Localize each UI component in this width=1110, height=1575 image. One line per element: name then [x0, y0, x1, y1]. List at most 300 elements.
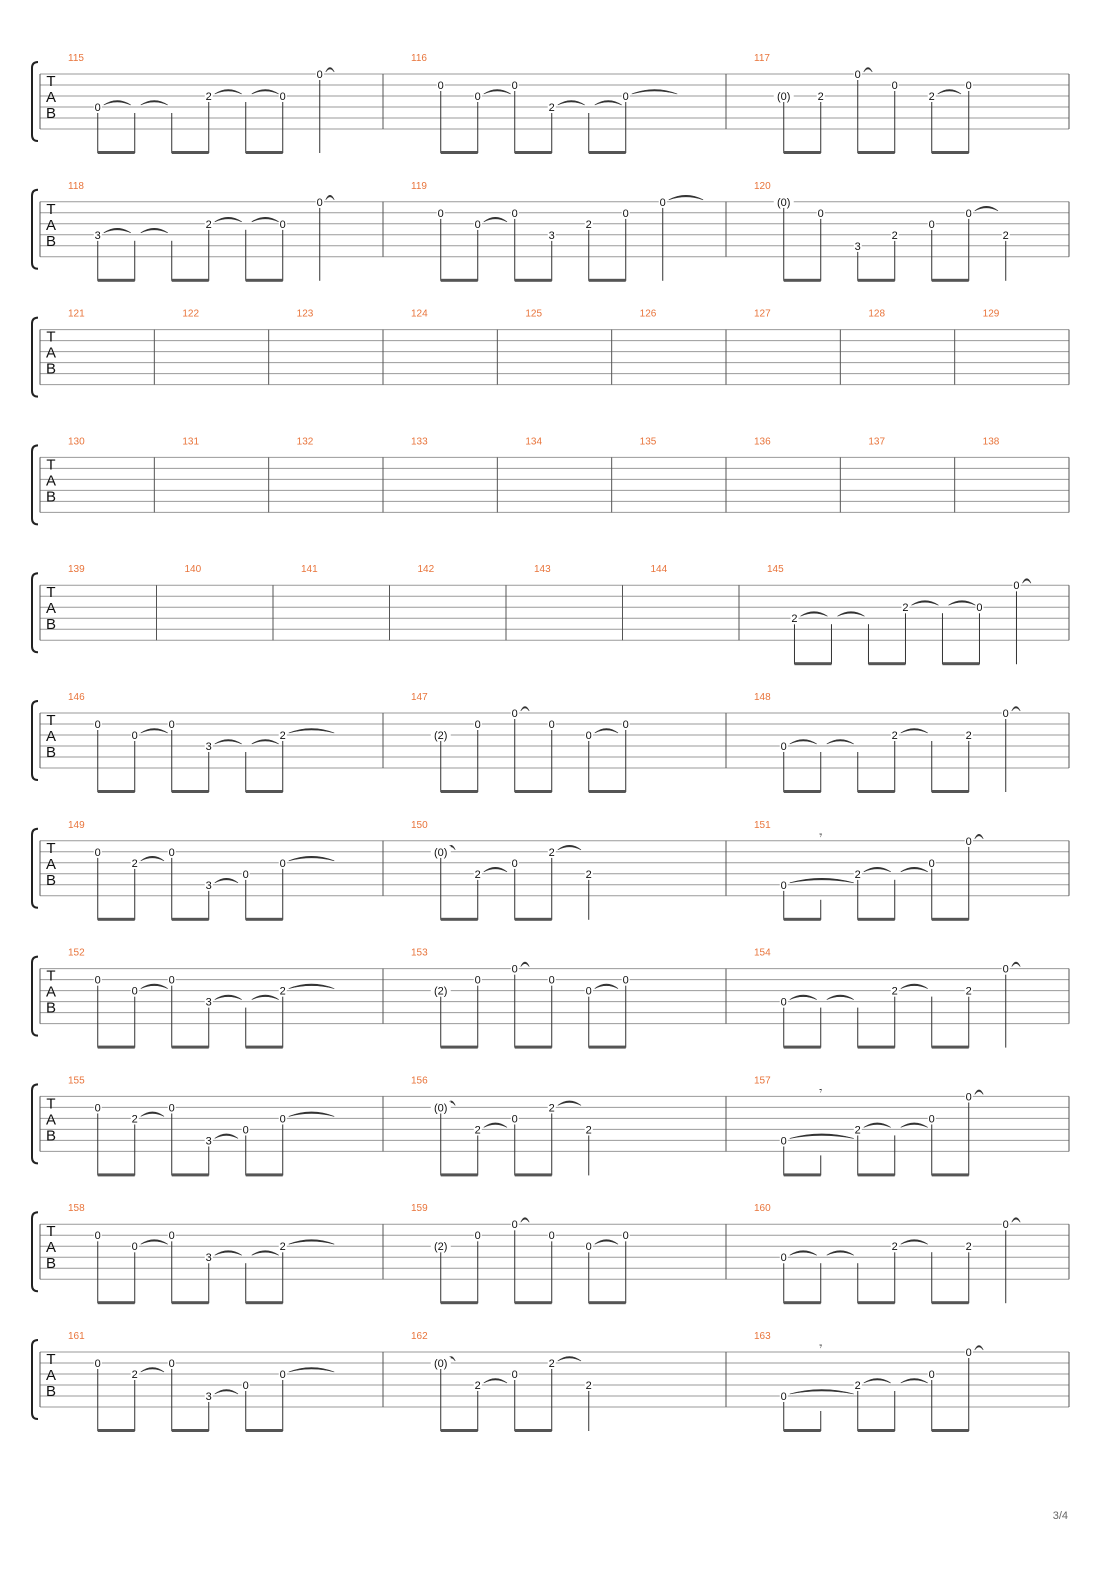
tie-arc [289, 856, 335, 861]
fret-number: 3 [205, 741, 212, 753]
fret-number: 0 [928, 218, 935, 231]
tie-arc [215, 1134, 238, 1139]
note-beam [246, 1301, 283, 1304]
fret-number: 2 [474, 868, 481, 881]
fret-number: 2 [279, 985, 286, 998]
fret-number: 3 [205, 1135, 212, 1148]
system-bracket [32, 957, 38, 1036]
measure-number: 121 [68, 308, 85, 320]
fret-number: 3 [94, 229, 101, 242]
note-beam [441, 151, 478, 154]
tab-clef-letter: A [45, 1239, 57, 1257]
tie-arc [558, 845, 581, 850]
tie-arc [104, 101, 131, 106]
tie-arc [790, 1390, 854, 1395]
fret-number: 2 [854, 1124, 861, 1137]
tab-clef-letter: B [45, 360, 57, 378]
fret-number: 0 [94, 1358, 101, 1370]
measure-number: 130 [68, 436, 85, 448]
note-beam [441, 790, 478, 793]
note-beam [589, 151, 626, 154]
measure-number: 125 [525, 308, 543, 320]
tie-arc [141, 101, 168, 106]
fret-number: 2 [279, 1241, 286, 1254]
measure-number: 135 [639, 436, 657, 448]
fret-number: 2 [585, 1124, 592, 1137]
fret-number: 0 [474, 218, 481, 231]
system-bracket [32, 701, 38, 780]
fret-number: 0 [511, 207, 518, 220]
system-bracket [32, 445, 38, 524]
measure-number: 158 [68, 1203, 85, 1215]
tie-arc [141, 1368, 164, 1373]
fret-number: 0 [928, 857, 935, 870]
note-beam [868, 662, 905, 665]
fret-number: 3 [854, 240, 861, 253]
note-beam [858, 1046, 895, 1049]
tie-arc [141, 856, 164, 861]
fret-number: 0 [474, 974, 481, 987]
fret-number: 2 [205, 218, 212, 231]
note-beam [784, 1173, 821, 1176]
note-beam [858, 151, 895, 154]
fret-number: (2) [434, 985, 448, 998]
fret-number: 2 [902, 602, 909, 615]
note-beam [246, 1173, 283, 1176]
measure-number: 136 [754, 436, 771, 448]
tab-clef-letter: B [45, 1127, 57, 1145]
fret-number: (0) [777, 196, 791, 209]
measure-number: 132 [296, 436, 314, 448]
note-beam [794, 662, 831, 665]
fret-number: (2) [434, 1241, 448, 1254]
note-beam [441, 279, 478, 282]
note-beam [98, 1301, 135, 1304]
fret-number: 0 [279, 91, 286, 103]
note-beam [784, 790, 821, 793]
fret-number: 0 [474, 1230, 481, 1243]
fret-number: 2 [548, 102, 555, 114]
fret-number: 0 [548, 1230, 555, 1243]
fret-number: (0) [434, 1102, 448, 1115]
fret-number: (0) [777, 91, 791, 103]
tie-arc [975, 206, 998, 211]
note-beam [858, 790, 895, 793]
fret-number: 2 [854, 1380, 861, 1392]
fret-number: 2 [548, 1102, 555, 1115]
note-beam [858, 1173, 895, 1176]
fret-number: 2 [205, 91, 212, 103]
tie-arc [141, 228, 168, 233]
measure-number: 134 [525, 436, 543, 448]
note-beam [589, 1046, 626, 1049]
tie-arc [289, 1368, 335, 1373]
measure-number: 161 [68, 1331, 85, 1342]
fret-number: 2 [474, 1380, 481, 1392]
fret-number: 2 [279, 730, 286, 742]
tab-clef-letter: B [45, 1383, 57, 1400]
tab-clef-letter: B [45, 232, 57, 250]
fret-number: 0 [622, 1230, 629, 1243]
measure-number: 129 [982, 308, 1000, 320]
measure-number: 160 [754, 1203, 771, 1215]
measure-number: 148 [754, 692, 771, 703]
tie-arc [827, 1251, 854, 1256]
fret-number: 0 [965, 80, 972, 92]
fret-number: 0 [279, 857, 286, 870]
note-beam [515, 1173, 552, 1176]
fret-number: 0 [585, 985, 592, 998]
tab-clef-letter: T [46, 1095, 56, 1113]
fret-number: 0 [131, 1241, 138, 1254]
fret-number: 0 [965, 1347, 972, 1359]
note-beam [858, 1301, 895, 1304]
fret-number: 2 [585, 218, 592, 231]
tie-arc [790, 1251, 817, 1256]
measure-number: 149 [68, 819, 85, 831]
tie-arc [521, 962, 530, 967]
fret-number: 0 [168, 1230, 175, 1243]
fret-number: 2 [131, 857, 138, 870]
note-beam [172, 1301, 209, 1304]
measure-number: 115 [68, 53, 84, 64]
fret-number: 0 [131, 985, 138, 998]
note-beam [246, 790, 283, 793]
note-beam [98, 279, 135, 282]
tab-clef-letter: B [45, 105, 57, 122]
fret-number: 0 [1002, 708, 1009, 720]
fret-number: 2 [131, 1113, 138, 1126]
tie-arc [901, 984, 928, 989]
note-beam [784, 1429, 821, 1432]
tab-clef-letter: B [45, 616, 57, 634]
tie-arc [215, 740, 242, 745]
fret-number: 0 [242, 1380, 249, 1392]
tie-arc [901, 1240, 928, 1245]
note-beam [932, 1173, 969, 1176]
measure-number: 127 [754, 308, 771, 320]
fret-number: 2 [854, 868, 861, 881]
tie-arc [215, 995, 242, 1000]
fret-number: 0 [316, 69, 323, 81]
fret-number: 2 [585, 1380, 592, 1392]
tie-arc [215, 878, 238, 883]
note-beam [589, 1301, 626, 1304]
system-bracket [32, 318, 38, 397]
eighth-rest: 𝄾 [819, 1085, 823, 1098]
note-beam [172, 790, 209, 793]
fret-number: 0 [965, 835, 972, 848]
measure-number: 140 [184, 564, 202, 576]
system-bracket [32, 1212, 38, 1291]
tie-arc [595, 984, 618, 989]
fret-number: 0 [279, 1113, 286, 1126]
note-beam [246, 918, 283, 921]
tie-arc [252, 90, 279, 95]
tie-arc [975, 1090, 984, 1095]
tab-clef-letter: B [45, 871, 57, 889]
tab-clef-letter: B [45, 1255, 57, 1273]
tab-clef-letter: T [46, 73, 56, 90]
tie-arc [864, 1379, 891, 1384]
note-beam [858, 918, 895, 921]
fret-number: 0 [622, 91, 629, 103]
tab-clef-letter: A [45, 855, 57, 873]
fret-number: 0 [168, 974, 175, 987]
tab-clef-letter: A [45, 1367, 57, 1384]
tie-arc [521, 707, 530, 712]
note-beam [515, 1301, 552, 1304]
note-beam [515, 1429, 552, 1432]
fret-number: 0 [780, 1135, 787, 1148]
note-beam [246, 279, 283, 282]
fret-number: 0 [780, 1252, 787, 1265]
fret-number: 2 [585, 868, 592, 881]
note-beam [98, 151, 135, 154]
tie-arc [521, 1218, 530, 1223]
tie-arc [484, 90, 511, 95]
tie-arc [790, 878, 854, 883]
tie-arc [1012, 1218, 1021, 1223]
tie-arc [215, 1390, 238, 1395]
note-beam [441, 1046, 478, 1049]
note-beam [246, 1046, 283, 1049]
note-beam [515, 1046, 552, 1049]
note-beam [932, 1301, 969, 1304]
fret-number: 0 [1002, 963, 1009, 976]
tie-arc [484, 1379, 507, 1384]
note-beam [942, 662, 979, 665]
fret-number: 0 [965, 1091, 972, 1104]
tab-clef-letter: T [46, 839, 56, 857]
note-beam [932, 790, 969, 793]
note-beam [246, 151, 283, 154]
measure-number: 123 [296, 308, 314, 320]
tie-arc [864, 867, 891, 872]
tie-arc [1012, 962, 1021, 967]
tie-arc [141, 1240, 168, 1245]
tie-arc [975, 1346, 984, 1351]
tab-clef-letter: A [45, 89, 57, 106]
tie-arc [864, 68, 873, 73]
fret-number: 3 [548, 229, 555, 242]
fret-number: 2 [891, 1241, 898, 1254]
tie-arc [484, 867, 507, 872]
tie-arc [975, 834, 984, 839]
tie-arc [827, 995, 854, 1000]
measure-number: 144 [650, 564, 668, 576]
tie-arc [141, 729, 168, 734]
note-beam [932, 918, 969, 921]
fret-number: 0 [659, 196, 666, 209]
fret-number: (2) [434, 730, 448, 742]
fret-number: 0 [94, 719, 101, 731]
note-beam [784, 151, 821, 154]
tie-arc [938, 90, 961, 95]
fret-number: 2 [548, 846, 555, 859]
fret-number: 0 [437, 207, 444, 220]
fret-number: 0 [511, 963, 518, 976]
note-beam [515, 790, 552, 793]
fret-number: 0 [817, 207, 824, 220]
note-beam [589, 279, 626, 282]
note-beam [172, 1046, 209, 1049]
tie-arc [632, 90, 678, 95]
measure-number: 117 [754, 53, 770, 64]
measure-number: 128 [868, 308, 886, 320]
tie-arc [827, 740, 854, 745]
tie-arc [790, 1134, 854, 1139]
eighth-rest: 𝄾 [819, 1341, 823, 1353]
tie-arc [948, 601, 975, 606]
measure-number: 116 [411, 53, 427, 64]
tie-arc [141, 984, 168, 989]
tie-arc [669, 195, 703, 200]
tie-arc [326, 195, 335, 200]
note-beam [515, 279, 552, 282]
tie-arc [558, 1357, 581, 1362]
fret-number: 0 [474, 719, 481, 731]
note-beam [98, 1046, 135, 1049]
fret-number: 2 [965, 1241, 972, 1254]
fret-number: 0 [279, 218, 286, 231]
eighth-rest: 𝄾 [819, 829, 823, 842]
tab-clef-letter: B [45, 999, 57, 1017]
fret-number: 0 [94, 1230, 101, 1243]
tie-arc [837, 612, 864, 617]
measure-number: 120 [754, 180, 771, 192]
tie-arc [1012, 707, 1021, 712]
fret-number: 0 [168, 846, 175, 859]
tab-clef-letter: A [45, 344, 57, 362]
fret-number: 0 [242, 1124, 249, 1137]
measure-number: 124 [411, 308, 428, 320]
system-bracket [32, 829, 38, 908]
measure-number: 122 [182, 308, 200, 320]
fret-number: 0 [511, 1113, 518, 1126]
tie-arc [901, 1379, 928, 1384]
fret-number: 2 [1002, 229, 1009, 242]
tab-clef-letter: T [46, 328, 56, 346]
fret-number: 0 [474, 91, 481, 103]
note-beam [858, 279, 895, 282]
page-number: 3/4 [1052, 1510, 1068, 1522]
note-beam [441, 1173, 478, 1176]
measure-number: 143 [534, 564, 551, 576]
fret-number: 0 [511, 1219, 518, 1232]
fret-number: 0 [622, 974, 629, 987]
fret-number: 0 [94, 974, 101, 987]
note-beam [98, 790, 135, 793]
fret-number: 2 [817, 91, 824, 103]
fret-number: 0 [94, 1102, 101, 1115]
fret-number: 0 [780, 879, 787, 892]
fret-number: 0 [585, 1241, 592, 1254]
fret-number: (0) [434, 1358, 448, 1370]
tie-arc [800, 612, 827, 617]
tab-clef-letter: T [46, 967, 56, 985]
fret-number: 3 [205, 996, 212, 1009]
measure-number: 147 [411, 692, 428, 703]
tie-arc [252, 740, 279, 745]
fret-number: 2 [965, 730, 972, 742]
note-beam [98, 1173, 135, 1176]
tie-arc [911, 601, 938, 606]
measure-number: 156 [411, 1075, 428, 1087]
tie-arc [215, 90, 242, 95]
tie-arc [289, 984, 335, 989]
measure-number: 163 [754, 1331, 771, 1342]
tie-arc [141, 1112, 164, 1117]
note-beam [784, 1301, 821, 1304]
fret-number: 0 [511, 80, 518, 92]
fret-number: 2 [891, 229, 898, 242]
fret-number: 0 [976, 602, 983, 615]
measure-number: 157 [754, 1075, 771, 1087]
tie-arc [901, 729, 928, 734]
tie-arc [484, 217, 507, 222]
fret-number: 0 [780, 741, 787, 753]
fret-number: 0 [168, 719, 175, 731]
tie-arc [252, 217, 279, 222]
measure-number: 141 [301, 564, 318, 576]
fret-number: 2 [791, 613, 798, 626]
note-beam [172, 918, 209, 921]
note-beam [515, 151, 552, 154]
tie-arc [901, 867, 928, 872]
fret-number: 0 [316, 196, 323, 209]
tie-arc [484, 1123, 507, 1128]
tie-arc [326, 68, 335, 73]
fret-number: 2 [965, 985, 972, 998]
fret-number: 0 [94, 102, 101, 114]
fret-number: 3 [205, 1391, 212, 1403]
measure-number: 131 [182, 436, 200, 448]
tie-arc [289, 729, 335, 734]
fret-number: 0 [511, 708, 518, 720]
fret-number: 0 [780, 996, 787, 1009]
note-beam [784, 918, 821, 921]
measure-number: 162 [411, 1331, 428, 1342]
measure-number: 137 [868, 436, 886, 448]
note-beam [172, 1429, 209, 1432]
fret-number: 0 [928, 1113, 935, 1126]
measure-number: 119 [411, 180, 427, 192]
fret-number: 3 [205, 1252, 212, 1265]
note-beam [515, 918, 552, 921]
tie-arc [595, 729, 618, 734]
measure-number: 145 [767, 564, 784, 576]
tie-arc [104, 228, 131, 233]
fret-number: 0 [548, 719, 555, 731]
tab-clef-letter: A [45, 216, 57, 234]
system-bracket [32, 1340, 38, 1419]
measure-number: 133 [411, 436, 428, 448]
system-bracket [32, 573, 38, 652]
fret-number: 0 [511, 857, 518, 870]
fret-number: 2 [548, 1358, 555, 1370]
tie-arc [289, 1240, 335, 1245]
note-beam [932, 1046, 969, 1049]
note-beam [441, 1301, 478, 1304]
tab-clef-letter: T [46, 200, 56, 218]
note-beam [441, 1429, 478, 1432]
note-beam [784, 279, 821, 282]
fret-number: 0 [928, 1369, 935, 1381]
fret-number: 0 [1002, 1219, 1009, 1232]
tab-clef-letter: T [46, 712, 56, 729]
tab-clef-letter: B [45, 744, 57, 761]
